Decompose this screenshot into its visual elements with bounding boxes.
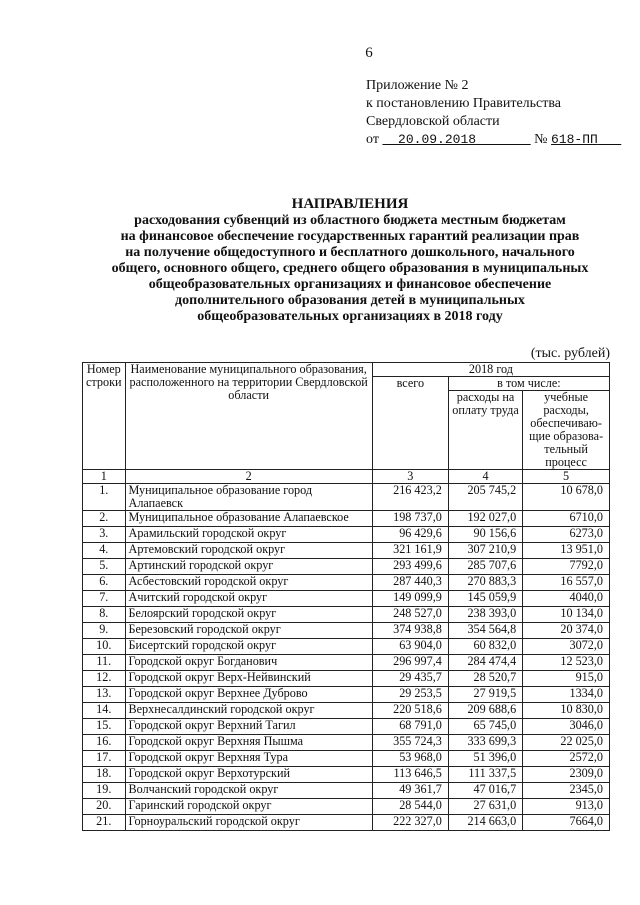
table-row [83, 719, 610, 735]
row-number-cell: 20. [83, 799, 126, 815]
table-row [83, 527, 610, 543]
row-number-cell: 3. [83, 527, 126, 543]
table-row [83, 703, 610, 719]
educational-cell: 10 678,0 [523, 484, 610, 511]
salary-cell: 307 210,9 [448, 543, 522, 559]
title-line: общеобразовательных организациях в 2018 году [197, 309, 503, 324]
municipality-name-cell: Белоярский городской округ [125, 607, 372, 623]
row-number-cell: 17. [83, 751, 126, 767]
row-number-cell: 4. [83, 543, 126, 559]
table-row [83, 591, 610, 607]
educational-cell: 13 951,0 [523, 543, 610, 559]
salary-cell: 27 631,0 [448, 799, 522, 815]
document-title [60, 196, 640, 325]
salary-cell: 205 745,2 [448, 484, 522, 511]
total-cell: 287 440,3 [372, 575, 448, 591]
row-number-cell: 5. [83, 559, 126, 575]
municipality-name-cell: Ачитский городской округ [125, 591, 372, 607]
table-row [83, 687, 610, 703]
total-cell: 220 518,6 [372, 703, 448, 719]
index-cell: 1 [83, 470, 126, 484]
total-cell: 63 904,0 [372, 639, 448, 655]
salary-cell: 209 688,6 [448, 703, 522, 719]
units-label: (тыс. рублей) [530, 346, 610, 361]
municipality-name-cell: Волчанский городской округ [125, 783, 372, 799]
salary-cell: 65 745,0 [448, 719, 522, 735]
header-salary: расходы на оплату труда [448, 391, 522, 470]
row-number-cell: 11. [83, 655, 126, 671]
salary-cell: 354 564,8 [448, 623, 522, 639]
municipality-name-cell: Верхнесалдинский городской округ [125, 703, 372, 719]
appendix-line-3: Свердловской области [366, 114, 500, 129]
total-cell: 248 527,0 [372, 607, 448, 623]
appendix-line-2: к постановлению Правительства [366, 96, 562, 111]
municipality-name-cell: Гаринский городской округ [125, 799, 372, 815]
total-cell: 293 499,6 [372, 559, 448, 575]
title-line: на получение общедоступного и бесплатного дошкольного, начального [125, 245, 575, 260]
date-prefix: от [366, 132, 379, 147]
total-cell: 68 791,0 [372, 719, 448, 735]
municipality-name-cell: Березовский городской округ [125, 623, 372, 639]
index-cell: 2 [125, 470, 372, 484]
index-cell: 3 [372, 470, 448, 484]
row-number-cell: 8. [83, 607, 126, 623]
table-row [83, 511, 610, 527]
salary-cell: 51 396,0 [448, 751, 522, 767]
table-row [83, 671, 610, 687]
row-number-cell: 15. [83, 719, 126, 735]
educational-cell: 20 374,0 [523, 623, 610, 639]
total-cell: 53 968,0 [372, 751, 448, 767]
educational-cell: 4040,0 [523, 591, 610, 607]
municipality-name-cell: Артемовский городской округ [125, 543, 372, 559]
educational-cell: 16 557,0 [523, 575, 610, 591]
appendix-line-1: Приложение № 2 [366, 78, 469, 93]
salary-cell: 28 520,7 [448, 671, 522, 687]
row-number-cell: 19. [83, 783, 126, 799]
total-cell: 29 253,5 [372, 687, 448, 703]
row-number-cell: 9. [83, 623, 126, 639]
educational-cell: 6710,0 [523, 511, 610, 527]
title-line: общего, основного общего, среднего общего образования в муниципальных [111, 261, 589, 276]
municipality-name-cell: Городской округ Верхний Тагил [125, 719, 372, 735]
total-cell: 149 099,9 [372, 591, 448, 607]
total-cell: 28 544,0 [372, 799, 448, 815]
total-cell: 222 327,0 [372, 815, 448, 831]
salary-cell: 90 156,6 [448, 527, 522, 543]
appendix-date-line [366, 131, 621, 149]
total-cell: 96 429,6 [372, 527, 448, 543]
header-name: Наименование муниципального образования, расположенного на территории Свердловской области [125, 363, 372, 470]
table-row [83, 484, 610, 511]
total-cell: 355 724,3 [372, 735, 448, 751]
header-year: 2018 год [372, 363, 609, 377]
table-row [83, 735, 610, 751]
row-number-cell: 18. [83, 767, 126, 783]
title-lines [60, 213, 640, 325]
title-line: дополнительного образования детей в муниципальных [175, 293, 525, 308]
total-cell: 49 361,7 [372, 783, 448, 799]
table-row [83, 575, 610, 591]
row-number-cell: 6. [83, 575, 126, 591]
salary-cell: 214 663,0 [448, 815, 522, 831]
table-row [83, 543, 610, 559]
subvention-table [82, 362, 610, 831]
header-total: всего [372, 377, 448, 470]
table-row [83, 607, 610, 623]
educational-cell: 7792,0 [523, 559, 610, 575]
total-cell: 321 161,9 [372, 543, 448, 559]
table-row [83, 783, 610, 799]
title-heading: НАПРАВЛЕНИЯ [291, 196, 409, 212]
table-row [83, 655, 610, 671]
table-row [83, 767, 610, 783]
municipality-name-cell: Муниципальное образование город Алапаевск [125, 484, 372, 511]
header-row-number: Номер строки [83, 363, 126, 470]
header-educational: учебные расходы, обеспечиваю-щие образова-тельный процесс [523, 391, 610, 470]
educational-cell: 3046,0 [523, 719, 610, 735]
table-row [83, 639, 610, 655]
municipality-name-cell: Городской округ Богданович [125, 655, 372, 671]
educational-cell: 22 025,0 [523, 735, 610, 751]
total-cell: 198 737,0 [372, 511, 448, 527]
educational-cell: 6273,0 [523, 527, 610, 543]
header-including: в том числе: [448, 377, 609, 391]
salary-cell: 284 474,4 [448, 655, 522, 671]
educational-cell: 10 830,0 [523, 703, 610, 719]
salary-cell: 238 393,0 [448, 607, 522, 623]
educational-cell: 7664,0 [523, 815, 610, 831]
appendix-block [366, 77, 621, 149]
table-row [83, 799, 610, 815]
title-line: общеобразовательных организациях и финансовое обеспечение [148, 277, 552, 292]
total-cell: 29 435,7 [372, 671, 448, 687]
municipality-name-cell: Городской округ Верхняя Пышма [125, 735, 372, 751]
total-cell: 296 997,4 [372, 655, 448, 671]
municipality-name-cell: Бисертский городской округ [125, 639, 372, 655]
educational-cell: 2309,0 [523, 767, 610, 783]
municipality-name-cell: Городской округ Верхнее Дуброво [125, 687, 372, 703]
total-cell: 113 646,5 [372, 767, 448, 783]
salary-cell: 47 016,7 [448, 783, 522, 799]
title-line: на финансовое обеспечение государственных гарантий реализации прав [120, 229, 580, 244]
salary-cell: 145 059,9 [448, 591, 522, 607]
total-cell: 216 423,2 [372, 484, 448, 511]
municipality-name-cell: Городской округ Верхотурский [125, 767, 372, 783]
municipality-name-cell: Городской округ Верх-Нейвинский [125, 671, 372, 687]
educational-cell: 3072,0 [523, 639, 610, 655]
index-cell: 4 [448, 470, 522, 484]
municipality-name-cell: Горноуральский городской округ [125, 815, 372, 831]
salary-cell: 333 699,3 [448, 735, 522, 751]
educational-cell: 915,0 [523, 671, 610, 687]
salary-cell: 192 027,0 [448, 511, 522, 527]
row-number-cell: 7. [83, 591, 126, 607]
salary-cell: 270 883,3 [448, 575, 522, 591]
salary-cell: 285 707,6 [448, 559, 522, 575]
educational-cell: 2345,0 [523, 783, 610, 799]
column-index-row [83, 470, 610, 484]
number-prefix: № [534, 132, 548, 147]
table-row [83, 559, 610, 575]
row-number-cell: 12. [83, 671, 126, 687]
educational-cell: 2572,0 [523, 751, 610, 767]
row-number-cell: 14. [83, 703, 126, 719]
document-date: 20.09.2018 [398, 132, 477, 147]
row-number-cell: 2. [83, 511, 126, 527]
municipality-name-cell: Артинский городской округ [125, 559, 372, 575]
table-row [83, 751, 610, 767]
table-row [83, 815, 610, 831]
total-cell: 374 938,8 [372, 623, 448, 639]
educational-cell: 12 523,0 [523, 655, 610, 671]
municipality-name-cell: Асбестовский городской округ [125, 575, 372, 591]
row-number-cell: 13. [83, 687, 126, 703]
municipality-name-cell: Арамильский городской округ [125, 527, 372, 543]
row-number-cell: 16. [83, 735, 126, 751]
document-number: 618-ПП [551, 132, 598, 147]
salary-cell: 27 919,5 [448, 687, 522, 703]
row-number-cell: 1. [83, 484, 126, 511]
educational-cell: 913,0 [523, 799, 610, 815]
table-row [83, 623, 610, 639]
row-number-cell: 10. [83, 639, 126, 655]
educational-cell: 1334,0 [523, 687, 610, 703]
salary-cell: 111 337,5 [448, 767, 522, 783]
salary-cell: 60 832,0 [448, 639, 522, 655]
title-line: расходования субвенций из областного бюджета местным бюджетам [134, 213, 566, 228]
row-number-cell: 21. [83, 815, 126, 831]
educational-cell: 10 134,0 [523, 607, 610, 623]
page-number: 6 [365, 45, 373, 61]
municipality-name-cell: Муниципальное образование Алапаевское [125, 511, 372, 527]
index-cell: 5 [523, 470, 610, 484]
municipality-name-cell: Городской округ Верхняя Тура [125, 751, 372, 767]
